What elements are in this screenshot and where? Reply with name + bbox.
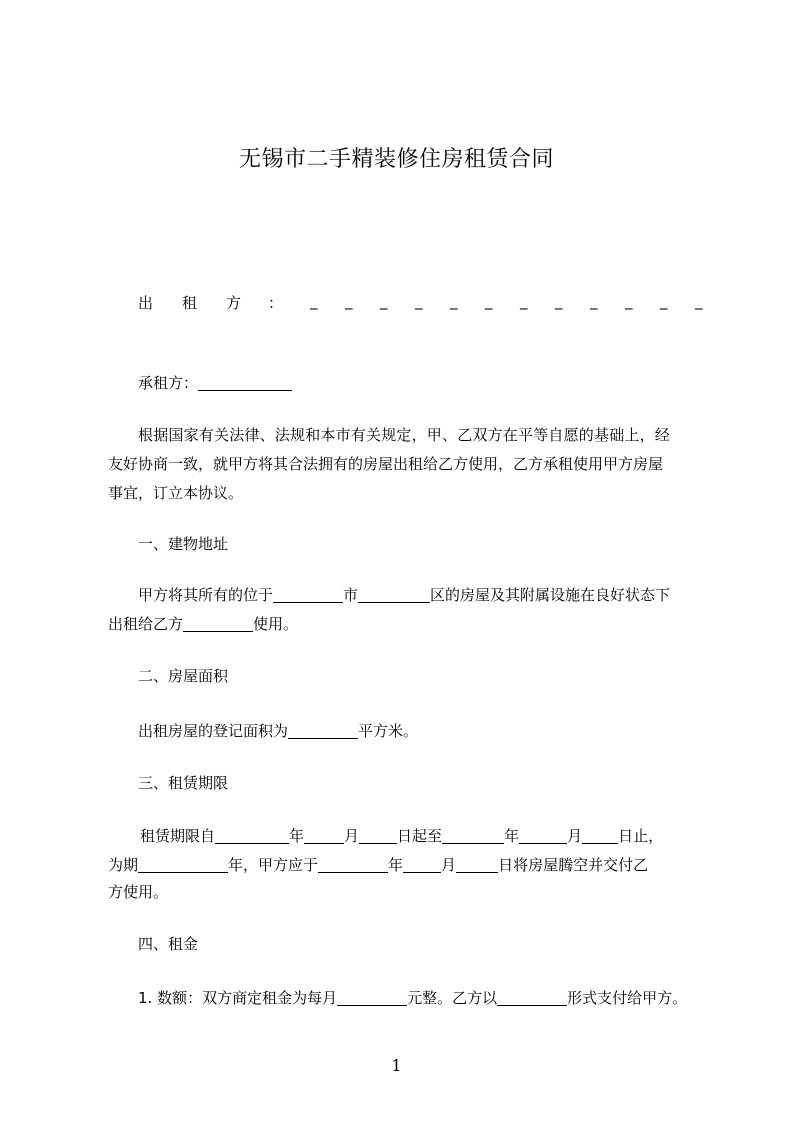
lessor-blank: _: [555, 292, 563, 310]
lessee-label: 承租方：: [138, 374, 199, 392]
intro-line: 根据国家有关法律、法规和本市有关规定，甲、乙双方在平等自愿的基础上，经: [138, 426, 671, 444]
lessee-field: [138, 372, 292, 393]
page-title: 无锡市二手精装修住房租赁合同: [238, 147, 554, 172]
lessor-blank: _: [380, 292, 388, 310]
lessor-blank: _: [625, 292, 633, 310]
lessor-char: 方: [226, 294, 242, 312]
lessor-blank: _: [450, 292, 458, 310]
lessee-blank: [198, 375, 292, 391]
term-line: 为期 年，甲方应于 年 月 日将房屋腾空并交付乙: [108, 856, 649, 874]
section-heading: 二、房屋面积: [138, 667, 229, 685]
intro-line: 友好协商一致，就甲方将其合法拥有的房屋出租给乙方使用，乙方承租使用甲方房屋: [108, 455, 664, 473]
lessor-char: ：: [268, 294, 284, 312]
term-line: 租赁期限自 年 月 日起至 年 月 日止，: [140, 827, 664, 845]
section-heading: 一、建物地址: [138, 535, 229, 553]
lessor-blank: _: [590, 292, 598, 310]
lessor-blank: _: [415, 292, 423, 310]
term-line: 方使用。: [108, 883, 169, 901]
section-heading: 三、租赁期限: [138, 774, 229, 792]
lessor-char: 租: [182, 294, 198, 312]
lessor-blank: _: [310, 292, 318, 310]
address-line: 出租给乙方 使用。: [108, 615, 299, 633]
page-number: 1: [391, 1056, 402, 1075]
intro-line: 事宜，订立本协议。: [108, 484, 244, 502]
address-line: 甲方将其所有的位于 市 区的房屋及其附属设施在良好状态下: [138, 586, 671, 604]
lessor-blank: _: [695, 292, 703, 310]
lessor-blank: _: [485, 292, 493, 310]
rent-line: 1. 数额：双方商定租金为每月 元整。乙方以 形式支付给甲方。: [138, 989, 688, 1007]
lessor-blank: _: [520, 292, 528, 310]
lessor-char: 出: [138, 294, 154, 312]
lessor-field: [138, 292, 708, 314]
area-line: 出租房屋的登记面积为 平方米。: [138, 722, 419, 740]
lessor-blank: _: [345, 292, 353, 310]
lessor-blank: _: [660, 292, 668, 310]
section-heading: 四、租金: [138, 935, 199, 953]
